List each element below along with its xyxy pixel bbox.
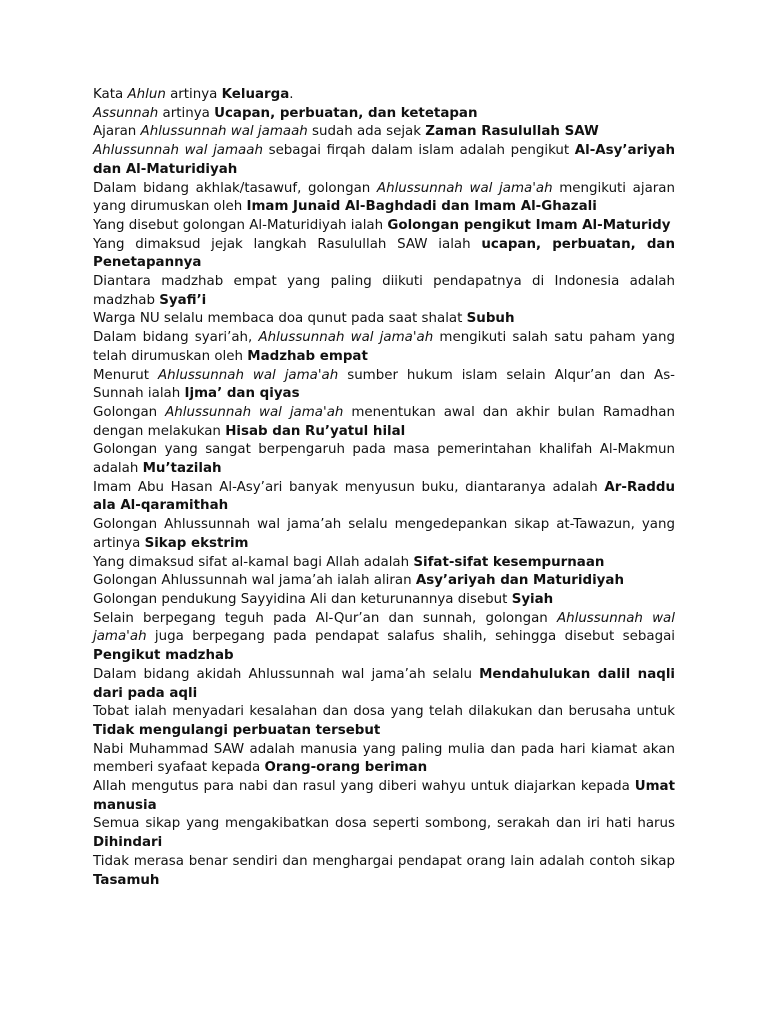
text-run: sebagai firqah dalam islam adalah pengikut <box>262 143 575 159</box>
text-run: artinya <box>158 105 215 121</box>
text-run: Selain berpegang teguh pada Al-Qur’an dan sunnah, golongan <box>93 610 557 626</box>
bold-answer: Syiah <box>511 591 554 607</box>
bold-answer: Tasamuh <box>93 872 160 888</box>
text-run: Golongan Ahlussunnah wal jama’ah selalu mengedepankan sikap at-Tawazun, yang artinya <box>93 517 675 551</box>
text-run: Menurut <box>93 367 158 383</box>
bold-answer: Syafi’i <box>159 292 207 308</box>
bold-answer: Zaman Rasulullah SAW <box>425 124 599 140</box>
bold-answer: Ijma’ dan qiyas <box>184 386 300 402</box>
text-run: Golongan yang sangat berpengaruh pada masa pemerintahan khalifah Al-Makmun adalah <box>93 442 675 477</box>
text-run: Tobat ialah menyadari kesalahan dan dosa yang telah dilakukan dan berusaha untuk <box>93 704 675 720</box>
bold-answer: Ar-Raddu ala Al-qaramithah <box>93 479 675 514</box>
text-run: Imam Abu Hasan Al-Asy’ari banyak menyusun buku, diantaranya adalah <box>93 479 605 495</box>
bold-answer: Keluarga <box>221 87 290 102</box>
text-run: Dalam bidang akhlak/tasawuf, golongan <box>93 180 377 196</box>
document-body <box>93 86 675 890</box>
text-run: . <box>289 87 294 102</box>
paragraph <box>93 217 675 236</box>
italic-term: Ahlussunnah wal jama'ah <box>93 610 675 645</box>
text-run: sudah ada sejak <box>307 124 426 140</box>
text-run: mengikuti salah satu paham yang telah dirumuskan oleh <box>93 330 675 364</box>
text-run: sumber hukum islam selain Alqur’an dan As-Sunnah ialah <box>93 367 676 402</box>
text-run: Tidak merasa benar sendiri dan menghargai pendapat orang lain adalah contoh sikap <box>93 853 675 869</box>
paragraph <box>93 310 675 329</box>
bold-answer: Sifat-sifat kesempurnaan <box>413 554 605 570</box>
italic-term: Assunnah <box>93 105 159 121</box>
text-run: menentukan awal dan akhir bulan Ramadhan dengan melakukan <box>93 404 675 439</box>
bold-answer: Ucapan, perbuatan, dan ketetapan <box>214 105 478 121</box>
paragraph <box>93 404 675 441</box>
paragraph <box>93 329 675 366</box>
italic-term: Ahlussunnah wal jamaah <box>93 143 263 159</box>
bold-answer: Subuh <box>466 311 515 327</box>
bold-answer: Imam Junaid Al-Baghdadi dan Imam Al-Ghazali <box>246 199 597 215</box>
paragraph <box>93 666 675 703</box>
text-run: Golongan pendukung Sayyidina Ali dan keturunannya disebut <box>93 591 512 607</box>
paragraph <box>93 554 675 573</box>
paragraph <box>93 236 675 273</box>
bold-answer: Madzhab empat <box>247 348 368 364</box>
text-run: Golongan Ahlussunnah wal jama’ah ialah aliran <box>93 573 416 589</box>
paragraph <box>93 367 675 404</box>
text-run: Semua sikap yang mengakibatkan dosa seperti sombong, serakah dan iri hati harus <box>93 816 675 832</box>
text-run: artinya <box>165 87 222 102</box>
paragraph <box>93 610 675 666</box>
bold-answer: Hisab dan Ru’yatul hilal <box>225 423 406 439</box>
bold-answer: Mendahulukan dalil naqli dari pada aqli <box>93 666 675 701</box>
text-run: Yang disebut golongan Al-Maturidiyah ialah <box>93 217 388 233</box>
text-run: juga berpegang pada pendapat salafus shalih, sehingga disebut sebagai <box>146 629 675 645</box>
bold-answer: Tidak mengulangi perbuatan tersebut <box>93 722 381 738</box>
paragraph <box>93 273 675 310</box>
text-run: mengikuti ajaran yang dirumuskan oleh <box>93 180 675 215</box>
text-run: Yang dimaksud sifat al-kamal bagi Allah adalah <box>93 554 414 570</box>
bold-answer: Dihindari <box>93 835 163 851</box>
bold-answer: Golongan pengikut Imam Al-Maturidy <box>387 217 671 233</box>
bold-answer: Sikap ekstrim <box>144 535 249 551</box>
bold-answer: Umat manusia <box>93 779 675 813</box>
text-run: Nabi Muhammad SAW adalah manusia yang paling mulia dan pada hari kiamat akan memberi syafaat kepada <box>93 741 675 776</box>
paragraph <box>93 123 675 142</box>
bold-answer: Mu’tazilah <box>142 461 222 477</box>
paragraph <box>93 441 675 478</box>
text-run: Dalam bidang syari’ah, <box>93 330 259 346</box>
text-run: Yang dimaksud jejak langkah Rasulullah SAW ialah <box>93 236 482 252</box>
bold-answer: ucapan, perbuatan, dan Penetapannya <box>93 236 675 271</box>
text-run: Warga NU selalu membaca doa qunut pada saat shalat <box>93 311 467 327</box>
paragraph <box>93 105 675 124</box>
paragraph <box>93 572 675 591</box>
bold-answer: Orang-orang beriman <box>264 760 428 776</box>
italic-term: Ahlussunnah wal jama'ah <box>258 330 434 346</box>
bold-answer: Al-Asy’ariyah dan Al-Maturidiyah <box>93 143 675 177</box>
italic-term: Ahlussunnah wal jama'ah <box>157 367 339 383</box>
paragraph <box>93 853 675 890</box>
text-run: Ajaran <box>93 124 141 140</box>
paragraph <box>93 778 675 815</box>
paragraph <box>93 815 675 852</box>
bold-answer: Pengikut madzhab <box>93 648 234 664</box>
bold-answer: Asy’ariyah dan Maturidiyah <box>415 573 624 589</box>
paragraph <box>93 180 675 217</box>
paragraph <box>93 86 675 105</box>
text-run: Dalam bidang akidah Ahlussunnah wal jama’ah selalu <box>93 666 480 682</box>
paragraph <box>93 703 675 740</box>
text-run: Allah mengutus para nabi dan rasul yang diberi wahyu untuk diajarkan kepada <box>93 779 635 795</box>
paragraph <box>93 516 675 553</box>
text-run: Golongan <box>93 404 166 420</box>
paragraph <box>93 479 675 516</box>
italic-term: Ahlussunnah wal jamaah <box>140 124 308 140</box>
paragraph <box>93 142 675 179</box>
text-run: Diantara madzhab empat yang paling diikuti pendapatnya di Indonesia adalah madzhab <box>93 274 675 308</box>
italic-term: Ahlussunnah wal jama'ah <box>165 404 344 420</box>
paragraph <box>93 591 675 610</box>
text-run: Kata <box>93 87 128 102</box>
paragraph <box>93 741 675 778</box>
italic-term: Ahlussunnah wal jama'ah <box>376 180 553 196</box>
italic-term: Ahlun <box>127 87 166 102</box>
